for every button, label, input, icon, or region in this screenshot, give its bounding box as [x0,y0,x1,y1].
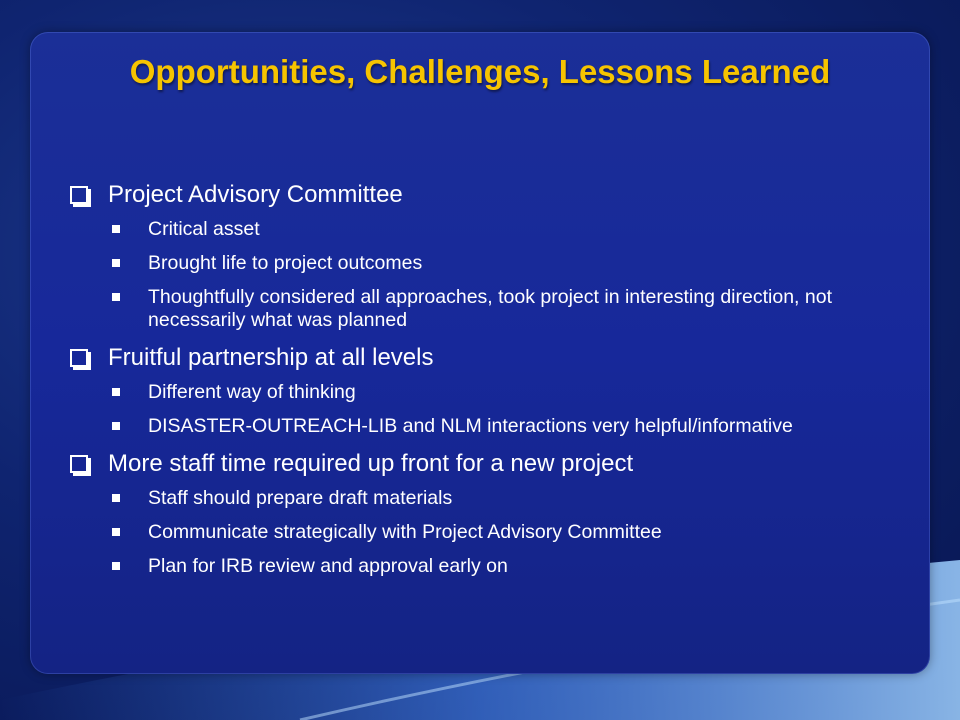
square-bullet-icon [112,293,120,301]
bullet-level1 [68,180,898,210]
bullet-level2 [68,415,898,438]
square-bullet-icon [112,494,120,502]
checkbox-bullet-icon [70,455,88,473]
square-bullet-icon [112,388,120,396]
section-heading: More staff time required up front for a new project [108,450,634,477]
square-bullet-icon [112,422,120,430]
bullet-text: DISASTER-OUTREACH-LIB and NLM interactions very helpful/informative [148,415,793,437]
square-bullet-icon [112,259,120,267]
square-bullet-icon [112,528,120,536]
checkbox-bullet-icon [70,349,88,367]
bullet-level2 [68,252,898,275]
bullet-list [68,180,898,589]
square-bullet-icon [112,225,120,233]
bullet-text: Brought life to project outcomes [148,252,423,274]
slide-title: Opportunities, Challenges, Lessons Learned [129,53,831,90]
section-more-staff-time [68,449,898,578]
bullet-text: Plan for IRB review and approval early on [148,555,508,577]
bullet-text: Thoughtfully considered all approaches, took project in interesting direction, not necessarily what was planned [148,286,832,331]
bullet-text: Different way of thinking [148,381,356,403]
section-fruitful-partnership [68,343,898,438]
bullet-level2 [68,521,898,544]
bullet-text: Critical asset [148,218,260,240]
section-project-advisory-committee [68,180,898,332]
bullet-text: Staff should prepare draft materials [148,487,453,509]
bullet-level2 [68,555,898,578]
section-heading: Project Advisory Committee [108,181,403,208]
bullet-level1 [68,343,898,373]
bullet-level2 [68,487,898,510]
bullet-level2 [68,218,898,241]
square-bullet-icon [112,562,120,570]
bullet-level2 [68,381,898,404]
section-heading: Fruitful partnership at all levels [108,344,434,371]
bullet-level2 [68,286,898,332]
bullet-level1 [68,449,898,479]
checkbox-bullet-icon [70,186,88,204]
bullet-text: Communicate strategically with Project Advisory Committee [148,521,662,543]
